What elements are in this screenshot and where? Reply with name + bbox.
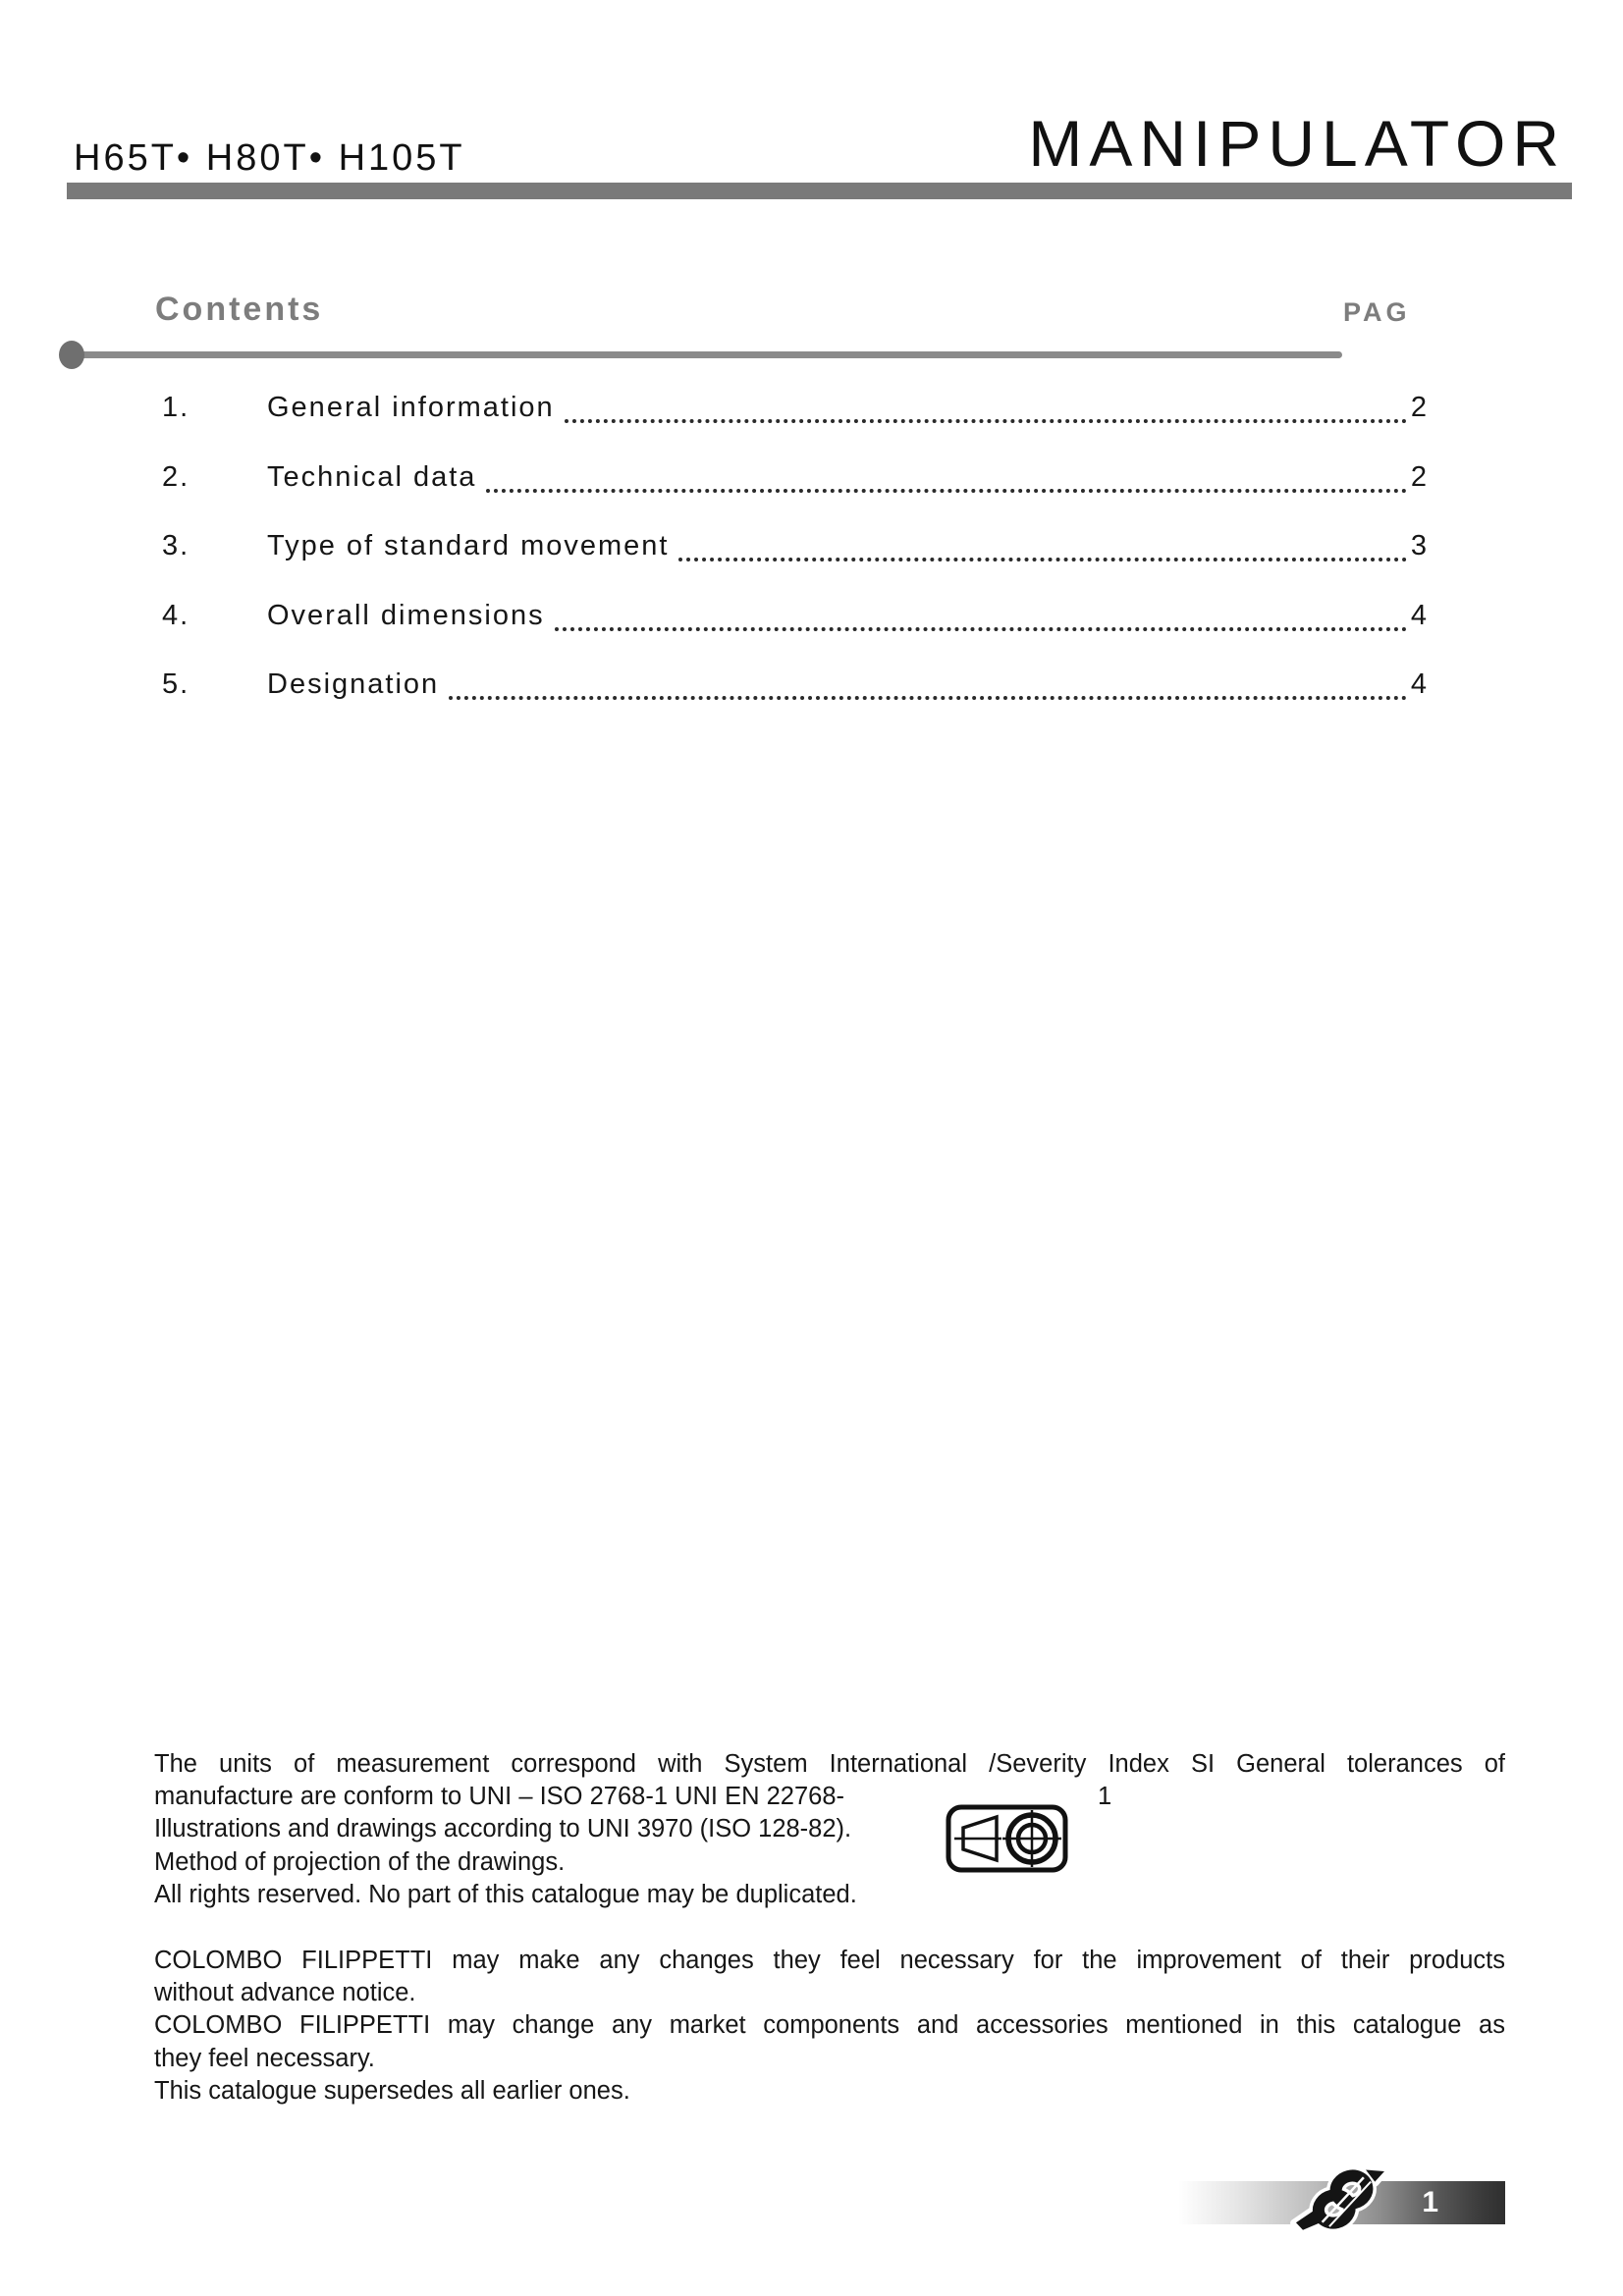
- page-number: 1: [1422, 2186, 1438, 2218]
- toc-row: [162, 600, 1429, 669]
- page-title: MANIPULATOR: [1028, 107, 1566, 180]
- disclaimer-line: This catalogue supersedes all earlier ones.: [154, 2076, 630, 2105]
- toc-item-number: 3.: [162, 530, 190, 562]
- disclaimer-notes: [154, 1945, 1505, 2108]
- notes-line: All rights reserved. No part of this catalogue may be duplicated.: [154, 1880, 857, 1908]
- contents-rule-dot: [59, 341, 84, 369]
- contents-rule: [77, 351, 1342, 358]
- toc-item-title: Type of standard movement: [267, 530, 670, 562]
- toc-row: [162, 530, 1429, 600]
- model-codes: H65T• H80T• H105T: [74, 137, 465, 179]
- toc-dot-leader: [449, 668, 1407, 700]
- toc-item-page: 3: [1410, 530, 1429, 562]
- toc-dot-leader: [555, 600, 1407, 631]
- knot-logo-icon: [1288, 2165, 1398, 2236]
- toc-item-number: 2.: [162, 460, 190, 493]
- disclaimer-line: COLOMBO FILIPPETTI may change any market components and accessories mentioned in this catalogue as: [154, 2011, 1505, 2040]
- table-of-contents: [162, 392, 1429, 738]
- toc-item-title: Designation: [267, 668, 440, 701]
- notes-line: Illustrations and drawings according to UNI 3970 (ISO 128-82).: [154, 1815, 852, 1843]
- header-divider-bar: [67, 183, 1572, 199]
- toc-row: [162, 668, 1429, 738]
- notes-line: [154, 1781, 1505, 1813]
- disclaimer-line: without advance notice.: [154, 1979, 416, 2007]
- footer-bar: [1178, 2181, 1505, 2224]
- toc-row: [162, 392, 1429, 461]
- toc-item-page: 4: [1410, 668, 1429, 701]
- notes-line: Method of projection of the drawings.: [154, 1847, 566, 1876]
- toc-item-title: Technical data: [267, 460, 477, 493]
- page-column-label: PAG: [1343, 297, 1411, 327]
- toc-item-number: 5.: [162, 668, 190, 701]
- toc-item-number: 1.: [162, 392, 190, 423]
- toc-item-title: Overall dimensions: [267, 599, 545, 631]
- toc-item-page: 2: [1410, 392, 1429, 423]
- first-angle-projection-icon: [946, 1804, 1068, 1873]
- toc-dot-leader: [486, 461, 1406, 493]
- notes-line-text: manufacture are conform to UNI – ISO 2768-1 UNI EN 22768-: [154, 1783, 844, 1811]
- toc-item-page: 2: [1410, 460, 1429, 493]
- disclaimer-line: they feel necessary.: [154, 2044, 375, 2072]
- notes-line: The units of measurement correspond with System International /Severity Index SI General tolerances of: [154, 1750, 1505, 1778]
- contents-heading: Contents: [155, 291, 324, 328]
- toc-item-title: General information: [267, 392, 555, 423]
- measurement-notes: [154, 1748, 1505, 1911]
- toc-row: [162, 461, 1429, 531]
- toc-item-number: 4.: [162, 599, 190, 631]
- toc-item-page: 4: [1410, 599, 1429, 631]
- toc-dot-leader: [565, 392, 1407, 423]
- disclaimer-line: COLOMBO FILIPPETTI may make any changes they feel necessary for the improvement of their products: [154, 1947, 1505, 1974]
- toc-dot-leader: [678, 530, 1406, 561]
- notes-line-suffix: 1: [1098, 1783, 1112, 1811]
